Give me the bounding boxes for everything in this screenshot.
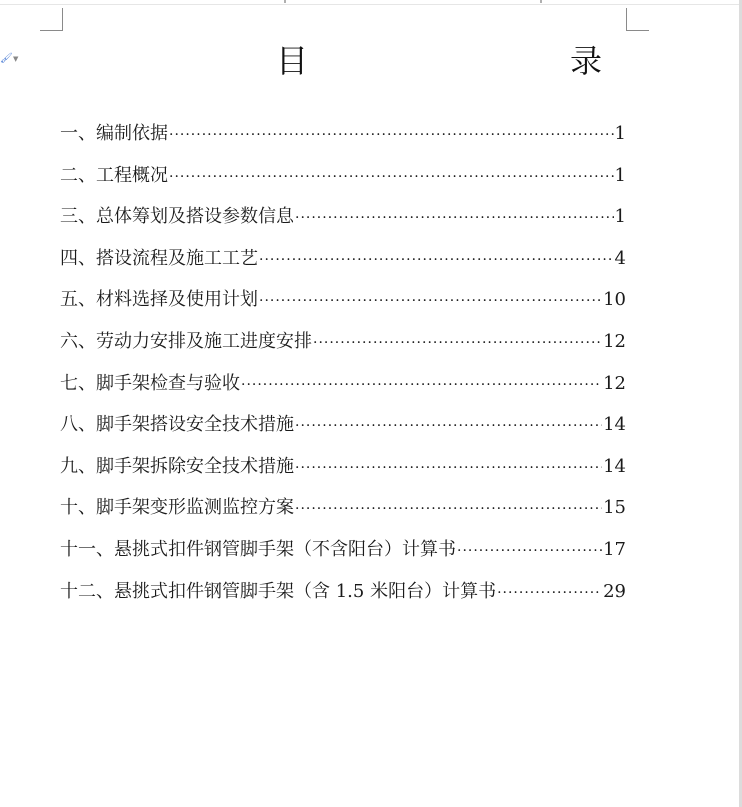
toc-page-number: 1 <box>614 164 626 186</box>
toc-dot-leader <box>259 287 602 315</box>
toc-entry[interactable] <box>60 536 626 578</box>
toc-entry[interactable] <box>60 494 626 536</box>
toc-entry[interactable] <box>60 120 626 162</box>
toc-entry-title: 一、编制依据 <box>60 123 168 144</box>
toc-entry-title: 三、总体筹划及搭设参数信息 <box>60 206 294 228</box>
chevron-down-icon[interactable]: ▼ <box>13 55 19 63</box>
toc-page-number: 12 <box>603 330 626 352</box>
toc-entry-title: 六、劳动力安排及施工进度安排 <box>60 330 312 352</box>
toc-page-number: 1 <box>614 123 626 144</box>
toc-entry-title: 九、脚手架拆除安全技术措施 <box>60 455 294 477</box>
page-title: 目 录 <box>276 42 669 80</box>
toc-dot-leader <box>295 495 602 523</box>
toc-dot-leader <box>295 454 602 482</box>
toc-page-number: 15 <box>603 497 626 519</box>
table-of-contents <box>60 120 626 619</box>
page-top-edge <box>0 4 742 5</box>
toc-page-number: 12 <box>603 372 626 394</box>
margin-corner-top-left <box>40 8 63 31</box>
toc-dot-leader <box>497 579 602 607</box>
toc-page-number: 29 <box>603 580 626 602</box>
toc-dot-leader <box>169 121 614 149</box>
toc-entry[interactable] <box>60 370 626 412</box>
toc-dot-leader <box>295 204 614 232</box>
toc-entry-title: 十二、悬挑式扣件钢管脚手架（含 1.5 米阳台）计算书 <box>60 580 497 602</box>
toc-entry[interactable] <box>60 245 626 287</box>
toc-entry-title: 七、脚手架检查与验收 <box>60 372 240 394</box>
toc-dot-leader <box>313 329 602 357</box>
margin-corner-top-right <box>626 8 649 31</box>
toc-entry-title: 二、工程概况 <box>60 164 168 186</box>
toc-entry[interactable] <box>60 286 626 328</box>
toc-dot-leader <box>295 412 602 440</box>
toc-dot-leader <box>259 246 614 274</box>
toc-entry-title: 十一、悬挑式扣件钢管脚手架（不含阳台）计算书 <box>60 538 456 560</box>
ruler-tick <box>284 0 286 3</box>
toc-entry[interactable] <box>60 328 626 370</box>
toc-entry[interactable] <box>60 453 626 495</box>
toc-entry-title: 八、脚手架搭设安全技术措施 <box>60 414 294 436</box>
toc-page-number: 17 <box>603 538 626 560</box>
toc-page-number: 10 <box>603 289 626 311</box>
toc-dot-leader <box>457 537 602 565</box>
toc-page-number: 4 <box>614 247 626 269</box>
toc-entry-title: 五、材料选择及使用计划 <box>60 289 258 311</box>
toc-entry-title: 十、脚手架变形监测监控方案 <box>60 497 294 519</box>
toc-entry[interactable] <box>60 578 626 620</box>
ruler-tick <box>540 0 542 3</box>
toc-page-number: 14 <box>603 455 626 477</box>
toc-page-number: 14 <box>603 414 626 436</box>
toc-entry-title: 四、搭设流程及施工工艺 <box>60 247 258 269</box>
toc-entry[interactable] <box>60 162 626 204</box>
toc-entry[interactable] <box>60 203 626 245</box>
toc-dot-leader <box>169 163 614 191</box>
toc-page-number: 1 <box>614 206 626 228</box>
toc-entry[interactable] <box>60 411 626 453</box>
paint-format-icon[interactable]: 🖌 <box>0 53 13 64</box>
toc-dot-leader <box>241 371 602 399</box>
